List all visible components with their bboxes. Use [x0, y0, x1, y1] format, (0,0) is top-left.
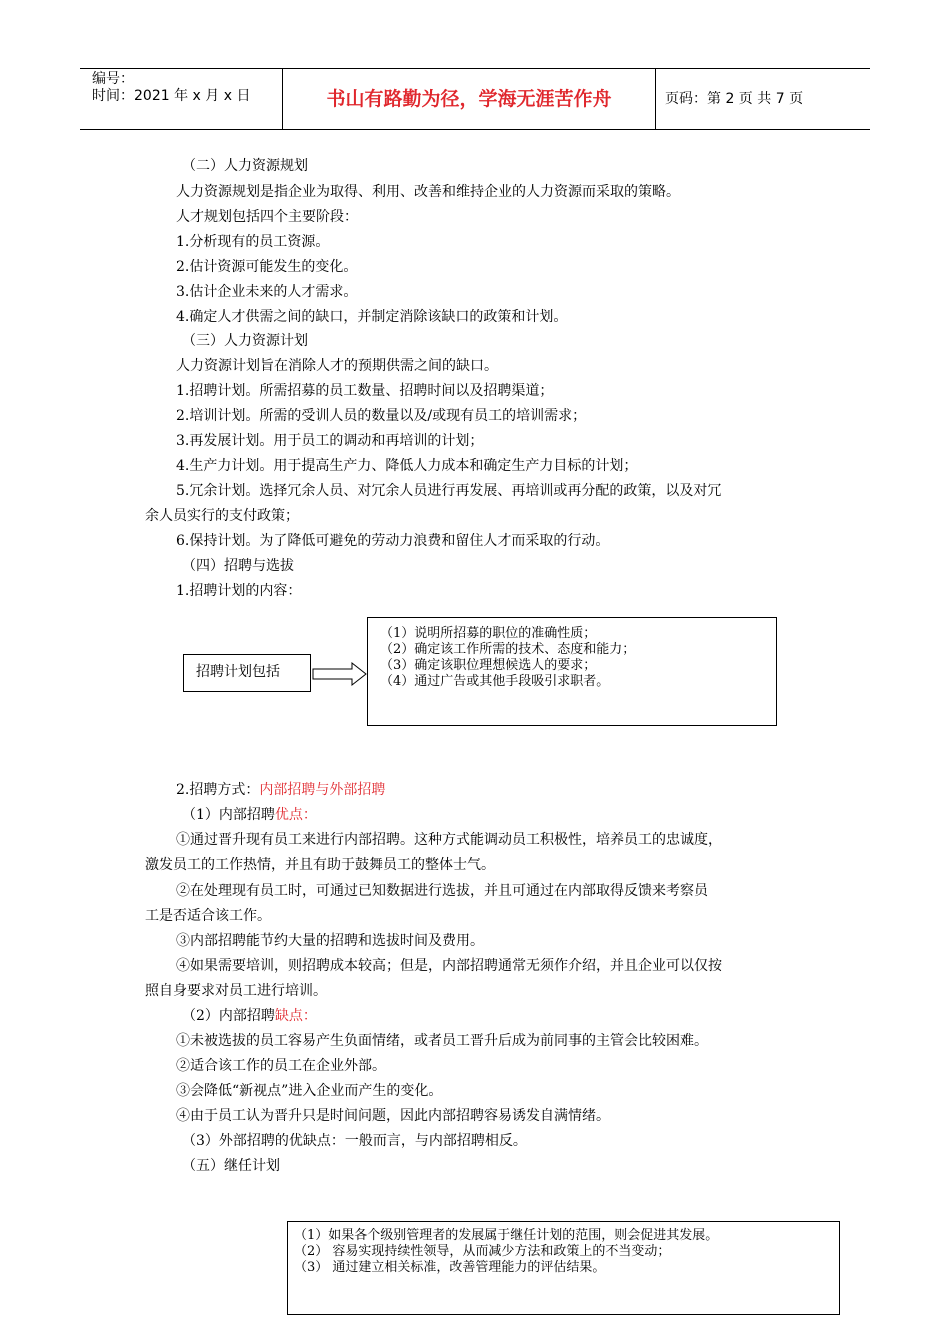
list-item: ②适合该工作的员工在企业外部。 — [176, 1058, 386, 1074]
advantages-label: （1）内部招聘 — [182, 807, 275, 823]
diagram-item: （4）通过广告或其他手段吸引求职者。 — [380, 674, 610, 689]
succession-item: （2） 容易实现持续性领导，从而减少方法和政策上的不当变动； — [294, 1244, 671, 1259]
paragraph-continued: 工是否适合该工作。 — [145, 908, 271, 924]
diagram-left-box — [183, 654, 311, 692]
succession-box — [287, 1221, 840, 1315]
list-item: 3.估计企业未来的人才需求。 — [176, 284, 358, 300]
page-header — [80, 68, 870, 130]
doc-number-label: 编号： — [92, 71, 134, 87]
paragraph-continued: 激发员工的工作热情，并且有助于鼓舞员工的整体士气。 — [145, 857, 495, 873]
list-item: 3.再发展计划。用于员工的调动和再培训的计划； — [176, 433, 484, 449]
list-item: ①未被选拔的员工容易产生负面情绪，或者员工晋升后成为前同事的主管会比较困难。 — [176, 1033, 708, 1049]
section-title: （五）继任计划 — [182, 1158, 280, 1174]
paragraph: ③内部招聘能节约大量的招聘和选拔时间及费用。 — [176, 933, 484, 949]
diagram-item: （3）确定该职位理想候选人的要求； — [380, 658, 597, 673]
paragraph: 人力资源规划是指企业为取得、利用、改善和维持企业的人力资源而采取的策略。 — [176, 184, 680, 200]
succession-item: （1）如果各个级别管理者的发展属于继任计划的范围，则会促进其发展。 — [294, 1228, 719, 1243]
diagram-item: （1）说明所招募的职位的准确性质； — [380, 626, 597, 641]
diagram-right-box — [367, 617, 777, 726]
list-item: 6.保持计划。为了降低可避免的劳动力浪费和留住人才而采取的行动。 — [176, 533, 610, 549]
doc-time-label: 时间：2021 年 x 月 x 日 — [92, 88, 251, 104]
list-item: 4.生产力计划。用于提高生产力、降低人力成本和确定生产力目标的计划； — [176, 458, 638, 474]
header-motto: 书山有路勤为径，学海无涯苦作舟 — [282, 69, 656, 129]
diagram-left-label: 招聘计划包括 — [196, 664, 280, 680]
disadvantages-heading — [182, 1007, 317, 1025]
recruit-method-highlight: 内部招聘与外部招聘 — [259, 782, 386, 798]
list-item: ③会降低“新视点”进入企业而产生的变化。 — [176, 1083, 443, 1099]
succession-item: （3） 通过建立相关标准，改善管理能力的评估结果。 — [294, 1260, 606, 1275]
paragraph: ②在处理现有员工时，可通过已知数据进行选拔，并且可通过在内部取得反馈来考察员 — [176, 883, 708, 899]
succession-items — [294, 1228, 718, 1276]
paragraph: ①通过晋升现有员工来进行内部招聘。这种方式能调动员工积极性，培养员工的忠诚度， — [176, 832, 722, 848]
paragraph: （3）外部招聘的优缺点：一般而言，与内部招聘相反。 — [182, 1133, 527, 1149]
diagram-item: （2）确定该工作所需的技术、态度和能力； — [380, 642, 636, 657]
advantages-heading — [182, 806, 317, 824]
disadvantages-highlight: 缺点： — [274, 1008, 317, 1024]
diagram-items — [380, 626, 635, 690]
disadvantages-label: （2）内部招聘 — [182, 1008, 275, 1024]
subsection-title: 1.招聘计划的内容： — [176, 583, 302, 599]
paragraph: 人力资源计划旨在消除人才的预期供需之间的缺口。 — [176, 358, 498, 374]
section-title: （二）人力资源规划 — [182, 158, 308, 174]
recruit-method-label: 2.招聘方式： — [176, 782, 260, 798]
section-title: （四）招聘与选拔 — [182, 558, 294, 574]
subsection-title — [176, 781, 385, 799]
list-item: 1.分析现有的员工资源。 — [176, 234, 330, 250]
advantages-highlight: 优点： — [274, 807, 317, 823]
list-item: 1.招聘计划。所需招募的员工数量、招聘时间以及招聘渠道； — [176, 383, 554, 399]
paragraph-continued: 照自身要求对员工进行培训。 — [145, 983, 327, 999]
list-item: 4.确定人才供需之间的缺口，并制定消除该缺口的政策和计划。 — [176, 309, 568, 325]
list-item: ④由于员工认为晋升只是时间问题，因此内部招聘容易诱发自满情绪。 — [176, 1108, 610, 1124]
paragraph: 人才规划包括四个主要阶段： — [176, 209, 358, 225]
list-item: 2.培训计划。所需的受训人员的数量以及/或现有员工的培训需求； — [176, 408, 587, 424]
section-title: （三）人力资源计划 — [182, 333, 308, 349]
header-page-info: 页码：第 2 页 共 7 页 — [665, 91, 804, 107]
list-item-continued: 余人员实行的支付政策； — [145, 508, 299, 524]
paragraph: ④如果需要培训，则招聘成本较高；但是，内部招聘通常无须作介绍，并且企业可以仅按 — [176, 958, 722, 974]
list-item: 2.估计资源可能发生的变化。 — [176, 259, 358, 275]
list-item: 5.冗余计划。选择冗余人员、对冗余人员进行再发展、再培训或再分配的政策，以及对冗 — [176, 483, 722, 499]
header-meta — [80, 69, 282, 129]
double-arrow-icon — [312, 661, 368, 687]
